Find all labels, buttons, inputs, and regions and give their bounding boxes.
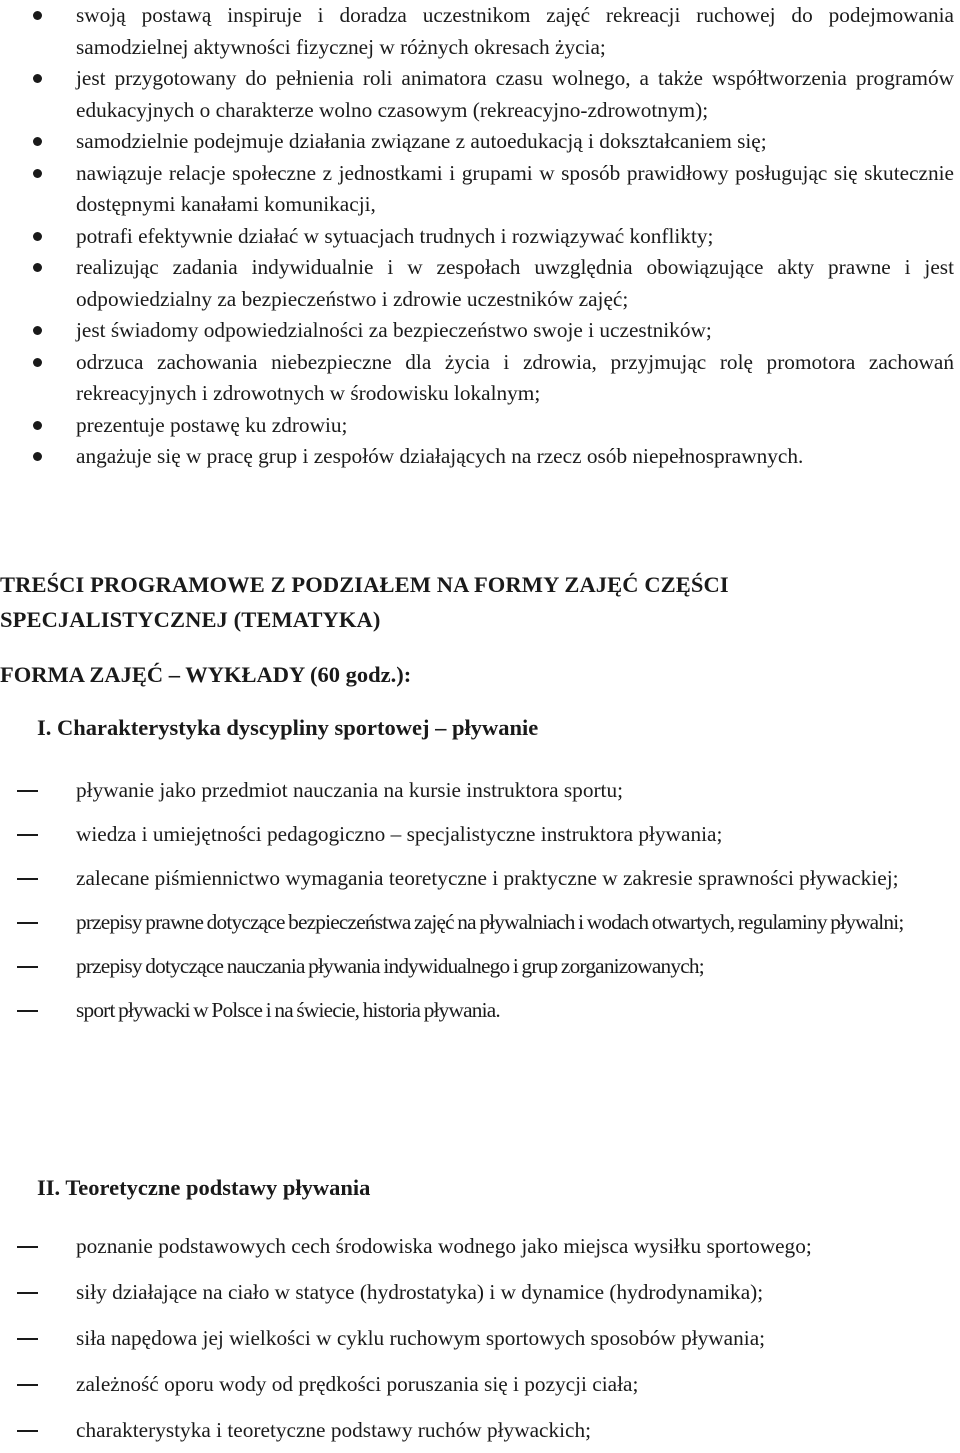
list-item-text: prezentuje postawę ku zdrowiu; xyxy=(76,412,348,437)
list-item xyxy=(0,441,960,473)
list-item-text: zalecane piśmiennictwo wymagania teoretyczne i praktyczne w zakresie sprawności pływackiej; xyxy=(76,866,899,890)
list-item-text: sport pływacki w Polsce i na świecie, historia pływania. xyxy=(76,998,500,1022)
list-item-text: siły działające na ciało w statyce (hydrostatyka) i w dynamice (hydrodynamika); xyxy=(76,1280,764,1304)
list-item xyxy=(0,410,960,442)
list-item xyxy=(0,315,960,347)
list-item-text: realizując zadania indywidualnie i w zespołach uwzględnia obowiązujące akty prawne i jest odpowiedzialny za bezpieczeństwo i zdrowie uczestników zajęć; xyxy=(76,255,954,311)
dash-icon xyxy=(17,1010,38,1012)
dash-icon xyxy=(17,1292,38,1294)
list-item xyxy=(0,126,960,158)
list-item xyxy=(0,1315,960,1361)
list-item-text: angażuje się w pracę grup i zespołów działających na rzecz osób niepełnosprawnych. xyxy=(76,444,804,468)
bullet-icon xyxy=(33,421,42,430)
list-item xyxy=(0,856,960,900)
list-item xyxy=(0,221,960,253)
list-item-text: poznanie podstawowych cech środowiska wodnego jako miejsca wysiłku sportowego; xyxy=(76,1234,812,1258)
section-1-list xyxy=(0,768,960,1032)
list-item xyxy=(0,1361,960,1407)
dash-icon xyxy=(17,966,38,968)
dash-icon xyxy=(17,1338,38,1340)
list-item-text: przepisy prawne dotyczące bezpieczeństwa zajęć na pływalniach i wodach otwartych, regulaminy pływalni; xyxy=(76,910,904,934)
list-item-text: jest przygotowany do pełnienia roli animatora czasu wolnego, a także współtworzenia programów edukacyjnych o charakterze wolno czasowym (rekreacyjno-zdrowotnym); xyxy=(76,66,954,122)
list-item xyxy=(0,1223,960,1269)
list-item-text: potrafi efektywnie działać w sytuacjach trudnych i rozwiązywać konflikty; xyxy=(76,223,714,248)
bullet-icon xyxy=(33,326,42,335)
list-item xyxy=(0,900,960,944)
list-item xyxy=(0,768,960,812)
list-item xyxy=(0,0,960,63)
dash-icon xyxy=(17,922,38,924)
competence-bullet-list xyxy=(0,0,960,473)
list-item xyxy=(0,63,960,126)
list-item xyxy=(0,944,960,988)
list-item-text: jest świadomy odpowiedzialności za bezpieczeństwo swoje i uczestników; xyxy=(76,318,712,342)
bullet-icon xyxy=(33,74,42,83)
list-item-text: nawiązuje relacje społeczne z jednostkami i grupami w sposób prawidłowy posługując się skutecznie dostępnymi kanałami komunikacji, xyxy=(76,160,954,216)
list-item-text: samodzielnie podejmuje działania związane z autoedukacją i dokształcaniem się; xyxy=(76,129,767,153)
bullet-icon xyxy=(33,232,42,241)
list-item-text: zależność oporu wody od prędkości poruszania się i pozycji ciała; xyxy=(76,1372,639,1396)
list-item-text: wiedza i umiejętności pedagogiczno – specjalistyczne instruktora pływania; xyxy=(76,822,723,846)
list-item-text: swoją postawą inspiruje i doradza uczestnikom zajęć rekreacji ruchowej do podejmowania samodzielnej aktywności fizycznej w różnych okresach życia; xyxy=(76,3,954,59)
list-item-text: charakterystyka i teoretyczne podstawy ruchów pływackich; xyxy=(76,1418,592,1442)
dash-icon xyxy=(17,834,38,836)
dash-icon xyxy=(17,878,38,880)
bullet-icon xyxy=(33,11,42,20)
list-item xyxy=(0,1407,960,1453)
bullet-icon xyxy=(33,452,42,461)
list-item xyxy=(0,988,960,1032)
bullet-icon xyxy=(33,169,42,178)
list-item xyxy=(0,252,960,315)
list-item xyxy=(0,812,960,856)
list-item-text: siła napędowa jej wielkości w cyklu ruchowym sportowych sposobów pływania; xyxy=(76,1326,766,1350)
main-heading: TREŚCI PROGRAMOWE Z PODZIAŁEM NA FORMY ZAJĘĆ CZĘŚCI SPECJALISTYCZNEJ (TEMATYKA) xyxy=(0,572,729,632)
bullet-icon xyxy=(33,263,42,272)
dash-icon xyxy=(17,1246,38,1248)
list-item xyxy=(0,347,960,410)
dash-icon xyxy=(17,790,38,792)
section-2-title: II. Teoretyczne podstawy pływania xyxy=(37,1175,371,1200)
list-item-text: odrzuca zachowania niebezpieczne dla życia i zdrowia, przyjmując rolę promotora zachowań rekreacyjnych i zdrowotnych w środowisku lokalnym; xyxy=(76,349,954,405)
section-2-list xyxy=(0,1223,960,1453)
bullet-icon xyxy=(33,358,42,367)
form-heading: FORMA ZAJĘĆ – WYKŁADY (60 godz.): xyxy=(0,662,412,687)
dash-icon xyxy=(17,1430,38,1432)
list-item xyxy=(0,158,960,221)
list-item-text: przepisy dotyczące nauczania pływania indywidualnego i grup zorganizowanych; xyxy=(76,954,704,978)
section-1-title: I. Charakterystyka dyscypliny sportowej – pływanie xyxy=(37,715,539,740)
bullet-icon xyxy=(33,137,42,146)
list-item-text: pływanie jako przedmiot nauczania na kursie instruktora sportu; xyxy=(76,778,624,802)
list-item xyxy=(0,1269,960,1315)
dash-icon xyxy=(17,1384,38,1386)
